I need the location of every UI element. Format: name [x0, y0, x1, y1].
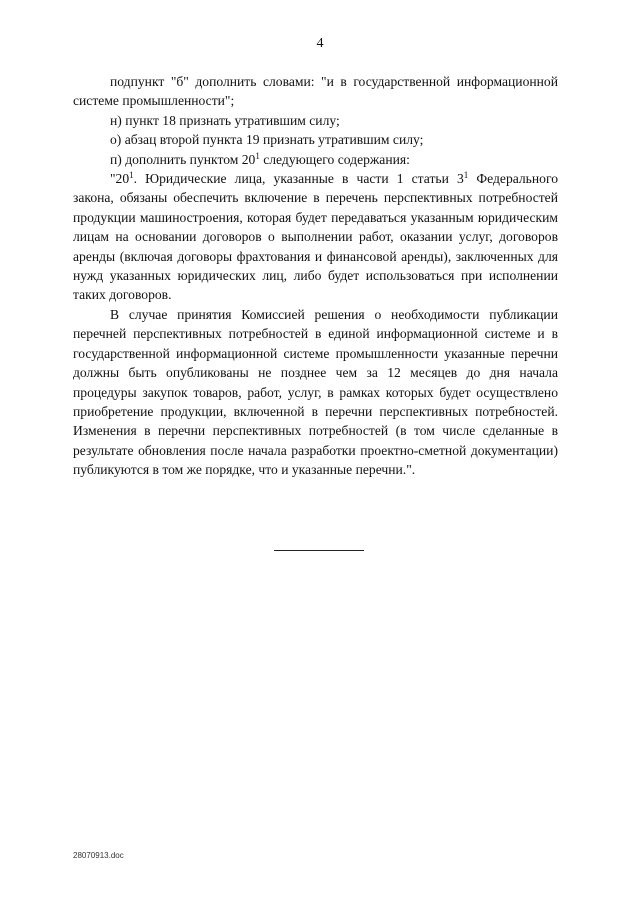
page-number: 4	[316, 36, 324, 51]
paragraph-point-20-1-after: Федерального закона, обязаны обеспечить включение в перечень перспективных потребностей продукции машиностроения, которая будет передаваться указанным юридическим лицам на основании договоров о выполнении работ, оказании услуг, договоров аренды (включая договоры фрахтования и финансовой аренды), заключенных для нужд указанных юридических лиц, либо будет использоваться при исполнении таких договоров.	[73, 171, 558, 303]
paragraph-point-20-1-before: "20	[110, 171, 130, 187]
paragraph-point-20-1-middle: . Юридические лица, указанные в части 1 статьи 3	[133, 171, 464, 187]
paragraph-item-n: н) пункт 18 признать утратившим силу;	[110, 112, 340, 128]
paragraph-item-p-after: следующего содержания:	[259, 151, 410, 167]
end-separator-line	[274, 550, 364, 551]
superscript: 1	[463, 170, 469, 181]
paragraph-subpoint-b: подпункт "б" дополнить словами: "и в государственной информационной системе промышленности";	[73, 74, 558, 109]
superscript: 1	[255, 150, 260, 161]
paragraph-item-p	[73, 150, 558, 169]
document-body	[73, 72, 558, 480]
superscript: 1	[129, 170, 134, 181]
footer-filename: 28070913.doc	[73, 851, 124, 860]
paragraph-point-20-1	[73, 169, 558, 305]
paragraph-publication-rules: В случае принятия Комиссией решения о необходимости публикации перечней перспективных потребностей в единой информационной системе и в государственной информационной системе промышленности указанные перечни должны быть опубликованы не позднее чем за 12 месяцев до дня начала процедуры закупок товаров, работ, услуг, в рамках которых будет осуществлено приобретение продукции, включенной в перечни перспективных потребностей. Изменения в перечни перспективных потребностей (в том числе сделанные в результате обновления после начала разработки проектно-сметной документации) публикуются в том же порядке, что и указанные перечни.".	[73, 306, 558, 478]
paragraph-item-o: о) абзац второй пункта 19 признать утратившим силу;	[110, 132, 424, 148]
paragraph-item-p-before: п) дополнить пунктом 20	[110, 151, 256, 167]
